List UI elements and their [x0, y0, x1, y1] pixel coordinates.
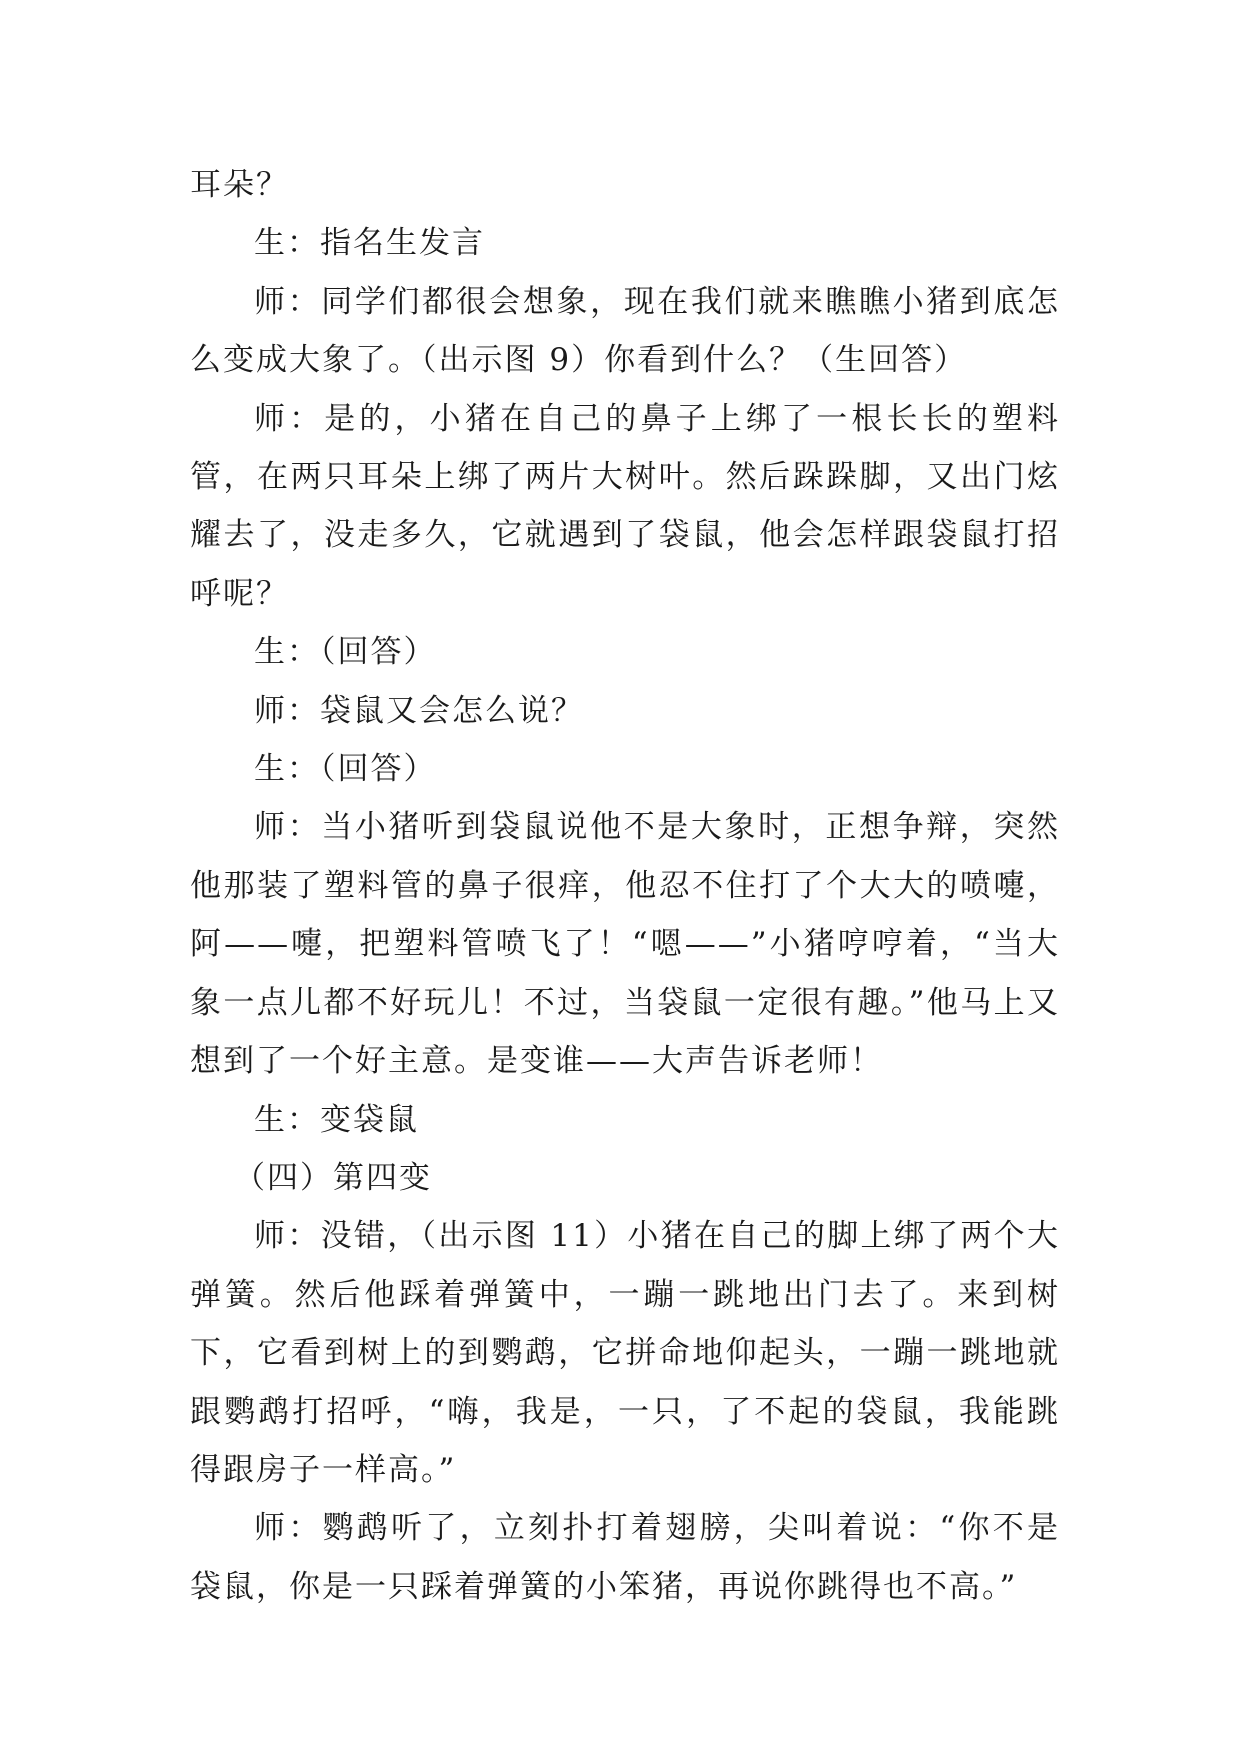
- section-heading-fourth-change: （四）第四变: [234, 1159, 432, 1196]
- paragraph-continuation: 耳朵？: [190, 167, 289, 203]
- paragraph-teacher-2: 师：是的，小猪在自己的鼻子上绑了一根长长的塑料管，在两只耳朵上绑了两片大树叶。然后跺跺脚，又出门炫耀去了，没走多久，它就遇到了袋鼠，他会怎样跟袋鼠打招呼呢？: [190, 400, 1060, 612]
- paragraph-student-3: 生：（回答）: [254, 751, 437, 788]
- paragraph-teacher-4: 师：当小猪听到袋鼠说他不是大象时，正想争辩，突然他那装了塑料管的鼻子很痒，他忍不住打了个大大的喷嚏，阿——嚏，把塑料管喷飞了！“嗯——”小猪哼哼着，“当大象一点儿都不好玩儿！不过，当袋鼠一定很有趣。”他马上又想到了一个好主意。是变谁——大声告诉老师！: [190, 809, 1060, 1080]
- paragraph-student-4: 生：变袋鼠: [254, 1101, 419, 1138]
- paragraph-teacher-1: 师：同学们都很会想象，现在我们就来瞧瞧小猪到底怎么变成大象了。（出示图 9）你看到什么？（生回答）: [190, 283, 1060, 379]
- paragraph-teacher-5: 师：没错，（出示图 11）小猪在自己的脚上绑了两个大弹簧。然后他踩着弹簧中，一蹦一跳地出门去了。来到树下，它看到树上的到鹦鹉，它拼命地仰起头，一蹦一跳地就跟鹦鹉打招呼，“嗨，我是，一只，了不起的袋鼠，我能跳得跟房子一样高。”: [190, 1218, 1060, 1488]
- paragraph-teacher-3: 师：袋鼠又会怎么说？: [254, 692, 584, 729]
- paragraph-student-1: 生：指名生发言: [254, 225, 485, 262]
- document-body: [190, 156, 1060, 1616]
- paragraph-teacher-6: 师：鹦鹉听了，立刻扑打着翅膀，尖叫着说：“你不是袋鼠，你是一只踩着弹簧的小笨猪，再说你跳得也不高。”: [190, 1510, 1060, 1605]
- paragraph-student-2: 生：（回答）: [254, 634, 437, 671]
